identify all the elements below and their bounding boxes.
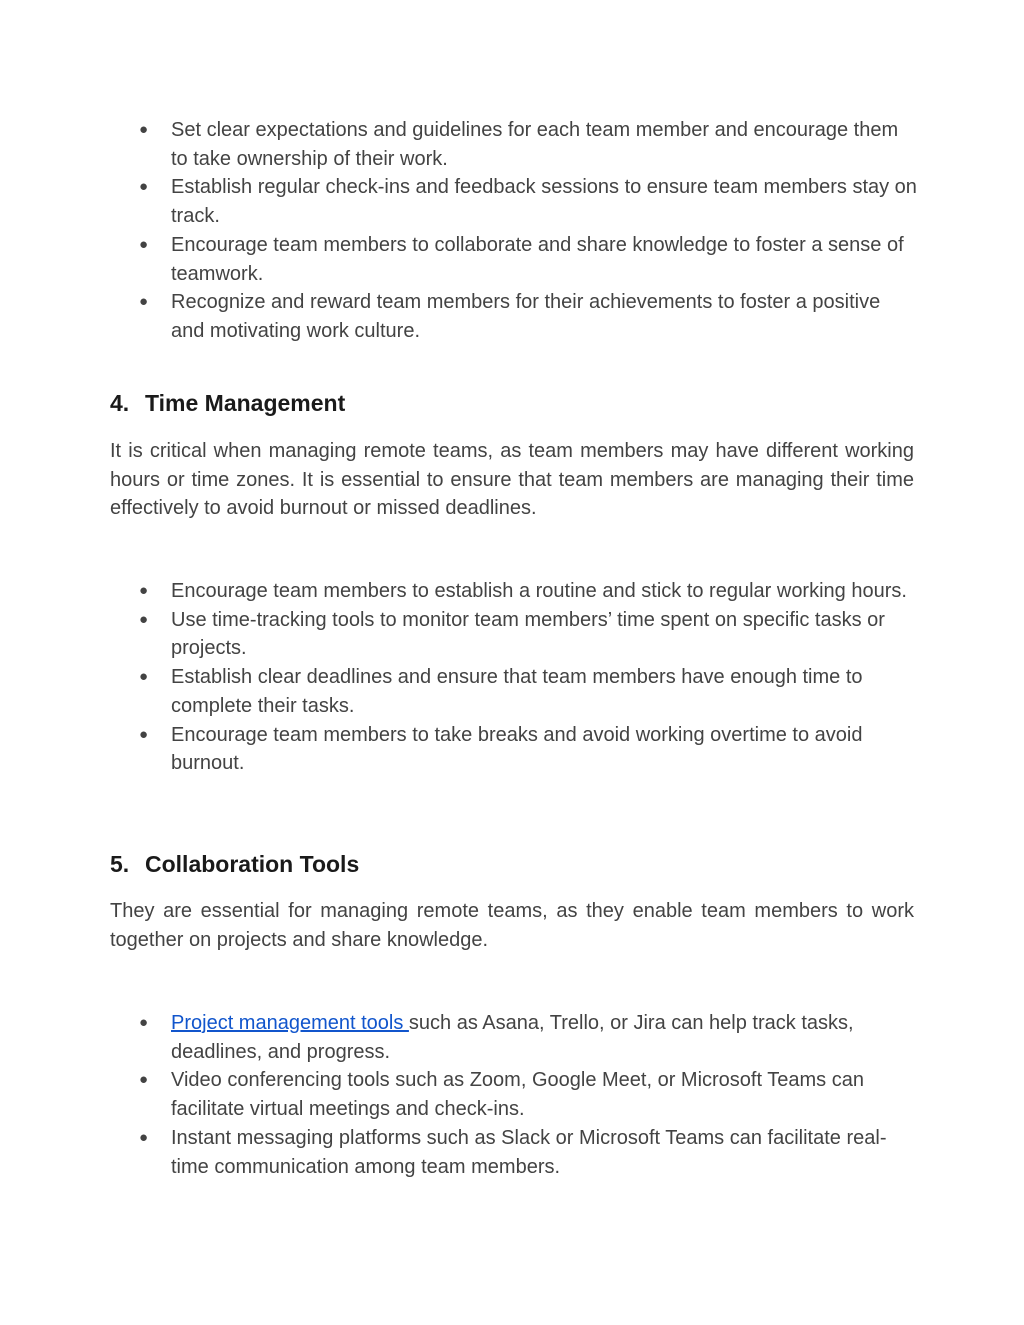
- list-item-text: Instant messaging platforms such as Slack or Microsoft Teams can facilitate real-time communication among team members.: [171, 1126, 887, 1178]
- list-item-text: Establish clear deadlines and ensure that team members have enough time to complete their tasks.: [171, 666, 863, 717]
- list-item-text: Video conferencing tools such as Zoom, Google Meet, or Microsoft Teams can facilitate virtual meetings and check-ins.: [171, 1069, 864, 1121]
- bullet-icon: ●: [139, 668, 149, 686]
- list-item-text: Encourage team members to collaborate and share knowledge to foster a sense of teamwork.: [171, 233, 904, 285]
- section-paragraph: It is critical when managing remote teams, as team members may have different working hours or time zones. It is essential to ensure that team members are managing their time effectively to avoid burnout or missed deadlines.: [110, 440, 914, 520]
- list-item: [139, 1009, 919, 1066]
- list-item: [139, 288, 919, 345]
- project-management-tools-link[interactable]: Project management tools: [171, 1012, 409, 1034]
- section-title: Time Management: [145, 390, 346, 416]
- section-heading-collaboration-tools: [110, 849, 359, 879]
- list-item: [139, 577, 919, 606]
- list-item: [139, 231, 919, 288]
- section-paragraph: They are essential for managing remote teams, as they enable team members to work together on projects and share knowledge.: [110, 900, 914, 951]
- list-item: [139, 721, 919, 778]
- bullet-icon: ●: [139, 1014, 149, 1031]
- list-item-text: Encourage team members to establish a routine and stick to regular working hours.: [171, 580, 907, 602]
- list-item: [139, 116, 919, 173]
- bullet-icon: ●: [139, 178, 149, 196]
- list-item-text: Use time-tracking tools to monitor team members’ time spent on specific tasks or projects.: [171, 608, 885, 660]
- time-management-bullet-list: [139, 577, 919, 778]
- list-item: [139, 606, 919, 663]
- bullet-icon: ●: [139, 725, 149, 743]
- collaboration-tools-bullet-list: [139, 1009, 919, 1181]
- section-heading-time-management: [110, 388, 345, 418]
- section-title: Collaboration Tools: [145, 851, 360, 877]
- section-number: 5.: [110, 851, 130, 877]
- bullet-icon: ●: [139, 235, 149, 253]
- bullet-icon: ●: [139, 121, 149, 138]
- list-item-text: Encourage team members to take breaks and avoid working overtime to avoid burnout.: [171, 723, 863, 775]
- list-item-text: Set clear expectations and guidelines for each team member and encourage them to take ownership of their work.: [171, 119, 899, 170]
- list-item: [139, 663, 919, 720]
- bullet-icon: ●: [139, 1128, 149, 1146]
- bullet-icon: ●: [139, 1071, 149, 1089]
- list-item-text: Recognize and reward team members for their achievements to foster a positive and motivating work culture.: [171, 291, 881, 342]
- bullet-icon: ●: [139, 293, 149, 311]
- list-item: [139, 1124, 919, 1181]
- list-item: [139, 1066, 919, 1123]
- list-item-text: such as Asana, Trello, or Jira can help track tasks, deadlines, and progress.: [171, 1012, 854, 1063]
- intro-bullet-list: [139, 116, 919, 346]
- list-item-text: Establish regular check-ins and feedback sessions to ensure team members stay on track.: [171, 176, 917, 228]
- bullet-icon: ●: [139, 582, 149, 599]
- list-item: [139, 173, 919, 230]
- section-number: 4.: [110, 390, 130, 416]
- bullet-icon: ●: [139, 610, 149, 628]
